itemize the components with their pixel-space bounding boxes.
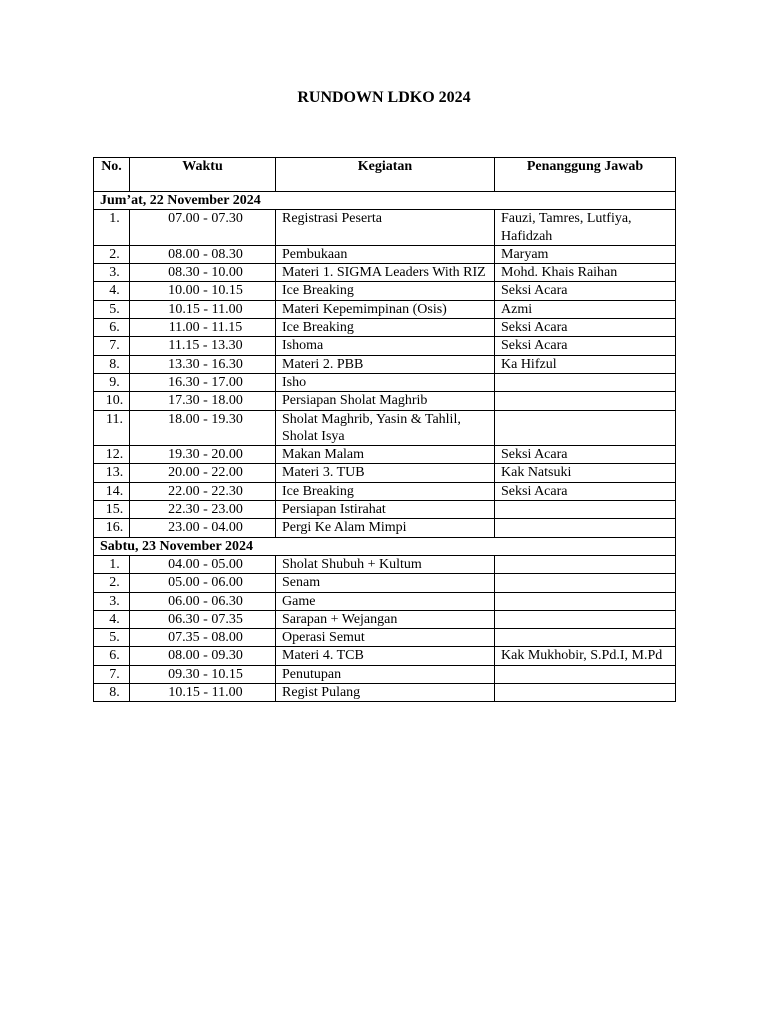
row-number: 3. [94, 264, 130, 282]
row-time: 06.00 - 06.30 [130, 592, 276, 610]
row-time: 13.30 - 16.30 [130, 355, 276, 373]
table-body [94, 192, 676, 702]
row-time: 11.00 - 11.15 [130, 319, 276, 337]
row-number: 8. [94, 355, 130, 373]
row-pic [495, 555, 676, 573]
row-activity: Pergi Ke Alam Mimpi [276, 519, 495, 537]
table-row [94, 300, 676, 318]
table-row [94, 629, 676, 647]
table-row [94, 610, 676, 628]
table-row [94, 464, 676, 482]
row-time: 07.35 - 08.00 [130, 629, 276, 647]
table-row [94, 684, 676, 702]
row-activity: Materi Kepemimpinan (Osis) [276, 300, 495, 318]
row-pic [495, 665, 676, 683]
table-row [94, 592, 676, 610]
row-activity: Game [276, 592, 495, 610]
row-time: 10.15 - 11.00 [130, 300, 276, 318]
row-number: 1. [94, 210, 130, 246]
row-number: 6. [94, 319, 130, 337]
row-time: 09.30 - 10.15 [130, 665, 276, 683]
row-activity: Sholat Maghrib, Yasin & Tahlil, Sholat Isya [276, 410, 495, 446]
row-number: 10. [94, 392, 130, 410]
row-activity: Sarapan + Wejangan [276, 610, 495, 628]
table-row [94, 245, 676, 263]
header-row [94, 158, 676, 192]
table-row [94, 319, 676, 337]
row-pic [495, 410, 676, 446]
row-activity: Penutupan [276, 665, 495, 683]
row-number: 7. [94, 337, 130, 355]
row-activity: Ishoma [276, 337, 495, 355]
row-pic [495, 684, 676, 702]
row-number: 6. [94, 647, 130, 665]
row-activity: Persiapan Istirahat [276, 501, 495, 519]
row-number: 1. [94, 555, 130, 573]
day-row [94, 192, 676, 210]
page-title: RUNDOWN LDKO 2024 [297, 89, 471, 106]
row-activity: Isho [276, 373, 495, 391]
row-pic [495, 373, 676, 391]
row-time: 07.00 - 07.30 [130, 210, 276, 246]
table-row [94, 555, 676, 573]
row-activity: Makan Malam [276, 446, 495, 464]
row-number: 3. [94, 592, 130, 610]
row-number: 8. [94, 684, 130, 702]
table-row [94, 373, 676, 391]
row-pic [495, 610, 676, 628]
table-row [94, 392, 676, 410]
row-pic: Seksi Acara [495, 337, 676, 355]
row-pic: Mohd. Khais Raihan [495, 264, 676, 282]
table-row [94, 282, 676, 300]
row-time: 18.00 - 19.30 [130, 410, 276, 446]
row-pic: Maryam [495, 245, 676, 263]
row-pic: Seksi Acara [495, 446, 676, 464]
row-number: 5. [94, 300, 130, 318]
row-time: 04.00 - 05.00 [130, 555, 276, 573]
row-number: 7. [94, 665, 130, 683]
row-number: 13. [94, 464, 130, 482]
row-activity: Materi 4. TCB [276, 647, 495, 665]
row-time: 08.30 - 10.00 [130, 264, 276, 282]
row-activity: Registrasi Peserta [276, 210, 495, 246]
row-pic [495, 629, 676, 647]
table-row [94, 574, 676, 592]
day-row [94, 537, 676, 555]
row-pic: Ka Hifzul [495, 355, 676, 373]
header-activity: Kegiatan [276, 158, 495, 192]
row-number: 2. [94, 574, 130, 592]
row-activity: Sholat Shubuh + Kultum [276, 555, 495, 573]
row-number: 2. [94, 245, 130, 263]
row-time: 10.00 - 10.15 [130, 282, 276, 300]
row-time: 17.30 - 18.00 [130, 392, 276, 410]
row-number: 11. [94, 410, 130, 446]
row-time: 16.30 - 17.00 [130, 373, 276, 391]
rundown-table [93, 157, 676, 702]
row-activity: Senam [276, 574, 495, 592]
table-row [94, 210, 676, 246]
day-label: Sabtu, 23 November 2024 [94, 537, 676, 555]
header-no: No. [94, 158, 130, 192]
row-activity: Ice Breaking [276, 482, 495, 500]
row-pic: Azmi [495, 300, 676, 318]
row-number: 16. [94, 519, 130, 537]
row-time: 23.00 - 04.00 [130, 519, 276, 537]
row-activity: Ice Breaking [276, 282, 495, 300]
row-number: 15. [94, 501, 130, 519]
row-activity: Operasi Semut [276, 629, 495, 647]
row-time: 10.15 - 11.00 [130, 684, 276, 702]
row-activity: Ice Breaking [276, 319, 495, 337]
row-activity: Persiapan Sholat Maghrib [276, 392, 495, 410]
row-pic: Kak Natsuki [495, 464, 676, 482]
row-activity: Materi 1. SIGMA Leaders With RIZ [276, 264, 495, 282]
day-label: Jum’at, 22 November 2024 [94, 192, 676, 210]
row-number: 5. [94, 629, 130, 647]
row-pic [495, 574, 676, 592]
row-pic [495, 501, 676, 519]
table-row [94, 446, 676, 464]
row-time: 08.00 - 08.30 [130, 245, 276, 263]
table-row [94, 501, 676, 519]
table-row [94, 355, 676, 373]
row-time: 05.00 - 06.00 [130, 574, 276, 592]
row-time: 11.15 - 13.30 [130, 337, 276, 355]
table-row [94, 410, 676, 446]
table-row [94, 665, 676, 683]
table-row [94, 264, 676, 282]
row-number: 4. [94, 610, 130, 628]
table-row [94, 482, 676, 500]
row-pic [495, 392, 676, 410]
row-number: 14. [94, 482, 130, 500]
row-time: 06.30 - 07.35 [130, 610, 276, 628]
row-activity: Pembukaan [276, 245, 495, 263]
row-number: 9. [94, 373, 130, 391]
header-time: Waktu [130, 158, 276, 192]
row-pic: Seksi Acara [495, 482, 676, 500]
row-pic: Seksi Acara [495, 319, 676, 337]
row-number: 4. [94, 282, 130, 300]
row-number: 12. [94, 446, 130, 464]
row-time: 20.00 - 22.00 [130, 464, 276, 482]
row-time: 19.30 - 20.00 [130, 446, 276, 464]
row-time: 22.00 - 22.30 [130, 482, 276, 500]
row-pic [495, 519, 676, 537]
table-row [94, 337, 676, 355]
table-row [94, 647, 676, 665]
row-pic: Seksi Acara [495, 282, 676, 300]
row-activity: Materi 2. PBB [276, 355, 495, 373]
row-pic: Fauzi, Tamres, Lutfiya, Hafidzah [495, 210, 676, 246]
table-row [94, 519, 676, 537]
row-pic: Kak Mukhobir, S.Pd.I, M.Pd [495, 647, 676, 665]
row-time: 08.00 - 09.30 [130, 647, 276, 665]
table-header [94, 158, 676, 192]
header-pic: Penanggung Jawab [495, 158, 676, 192]
row-activity: Materi 3. TUB [276, 464, 495, 482]
row-pic [495, 592, 676, 610]
row-time: 22.30 - 23.00 [130, 501, 276, 519]
row-activity: Regist Pulang [276, 684, 495, 702]
